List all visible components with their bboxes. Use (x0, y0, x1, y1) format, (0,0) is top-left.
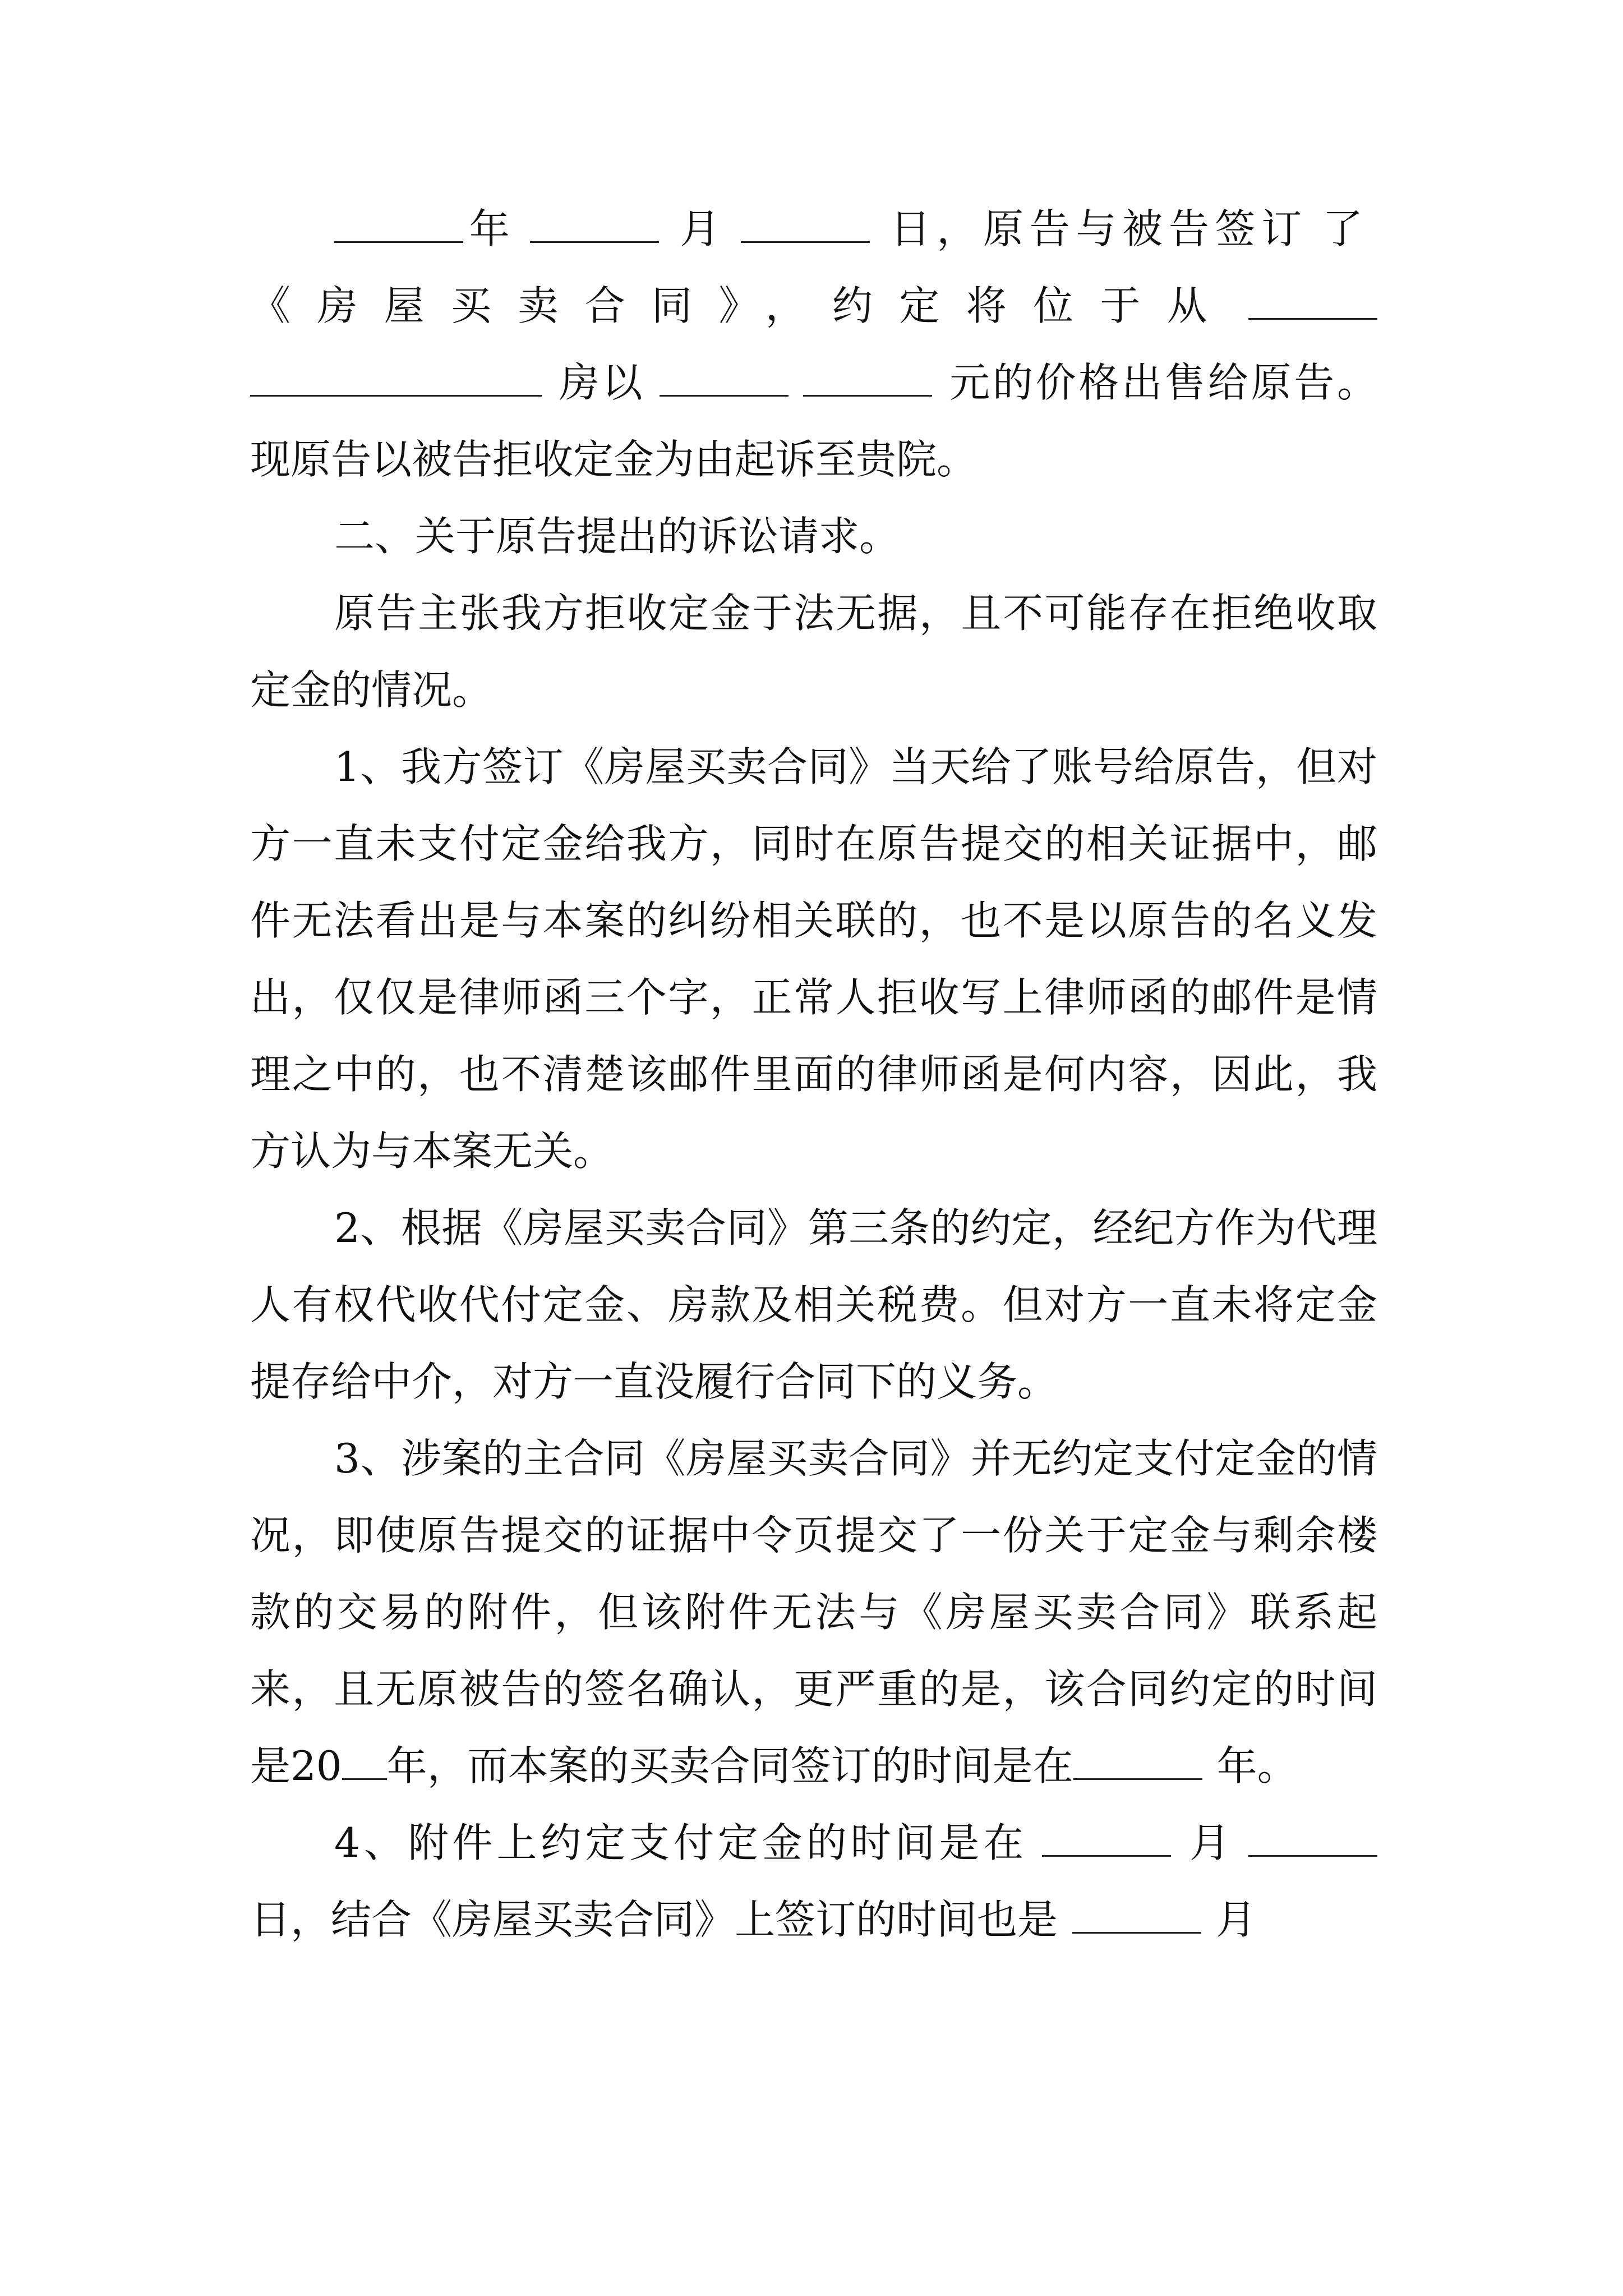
blank-month (530, 204, 659, 243)
text-house: 房以 (556, 359, 645, 406)
blank-signing-year (1073, 1741, 1202, 1780)
blank-address-1 (1248, 281, 1377, 320)
text-line4: 告。现原告以被告拒收定金为由起诉至贵院。 (250, 359, 1377, 483)
paragraph-contract-signing (250, 191, 1377, 498)
blank-day (741, 204, 870, 243)
text-month-4: 月 (1186, 1819, 1234, 1866)
blank-year-suffix (342, 1741, 387, 1780)
paragraph-point-4 (250, 1805, 1377, 1958)
blank-price-1 (660, 358, 789, 397)
paragraph-point-2: 2、根据《房屋买卖合同》第三条的约定，经纪方作为代理人有权代收代付定金、房款及相关税费。但对方一直未将定金提存给中介，对方一直没履行合同下的义务。 (250, 1204, 1377, 1405)
paragraph-plaintiff-claim: 原告主张我方拒收定金于法无据，且不可能存在拒绝收取定金的情况。 (250, 590, 1377, 714)
blank-contract-month (1072, 1895, 1201, 1934)
text-point-3: 3、涉案的主合同《房屋买卖合同》并无约定支付定金的情况，即使原告提交的证据中令页提交了一份关于定金与剩余楼款的交易的附件，但该附件无法与《房屋买卖合同》联系起来，且无原被告的签名确认，更严重的是，该合同约定的时间是20 (250, 1435, 1377, 1789)
paragraph-section-two: 二、关于原告提出的诉讼请求。 (334, 513, 900, 560)
blank-price-2 (803, 358, 932, 397)
blank-deposit-day (1248, 1818, 1377, 1857)
blank-address-2 (250, 358, 542, 397)
text-year-mid: 年，而本案的买卖合同签订的时间是在 (386, 1742, 1073, 1789)
document-page (250, 191, 1377, 1958)
text-year-end: 年。 (1216, 1742, 1298, 1789)
text-month: 月 (674, 205, 726, 252)
text-point-4b: 日，结合《房屋买卖合同》上签订的时间也是 (250, 1896, 1058, 1943)
text-day: 日，原告与被告签 (884, 205, 1262, 252)
text-point-4a: 4、附件上约定支付定金的时间是在 (334, 1819, 1028, 1866)
text-year: 年 (463, 205, 516, 252)
paragraph-point-3 (250, 1420, 1377, 1805)
blank-year (334, 204, 463, 243)
paragraph-point-1: 1、我方签订《房屋买卖合同》当天给了账号给原告，但对方一直未支付定金给我方，同时在原告提交的相关证据中，邮件无法看出是与本案的纠纷相关联的，也不是以原告的名义发出，仅仅是律师函三个字，正常人拒收写上律师函的邮件是情理之中的，也不清楚该邮件里面的律师函是何内容，因此，我方认为与本案无关。 (250, 743, 1377, 1175)
text-price: 元的价格出售给原 (947, 359, 1294, 406)
blank-deposit-month (1042, 1818, 1171, 1857)
text-line2: 订了《房屋买卖合同》，约定将位于从 (250, 205, 1377, 329)
text-month-4b: 月 (1216, 1896, 1257, 1943)
